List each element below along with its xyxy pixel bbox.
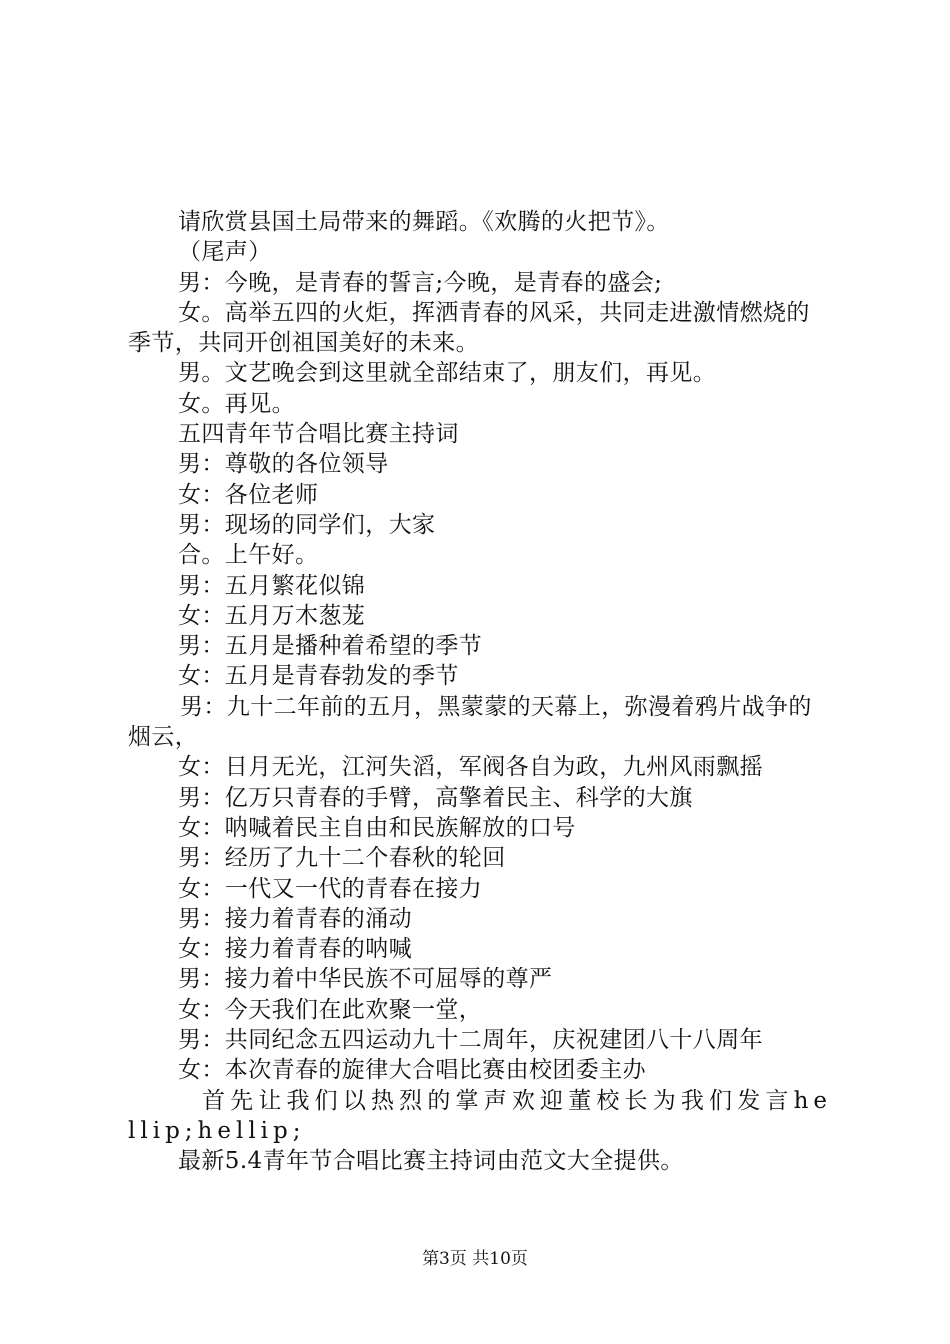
paragraph: 男：接力着青春的涌动 bbox=[178, 905, 412, 932]
paragraph: 女。再见。 bbox=[178, 390, 295, 417]
paragraph: 男：接力着中华民族不可屈辱的尊严 bbox=[178, 966, 553, 993]
paragraph: 女：五月是青春勃发的季节 bbox=[178, 663, 459, 690]
paragraph: 女：五月万木葱茏 bbox=[178, 602, 366, 629]
paragraph: 女。高举五四的火炬，挥洒青春的风采，共同走进激情燃烧的季节，共同开创祖国美好的未来。 bbox=[128, 299, 810, 357]
paragraph: 最新5.4青年节合唱比赛主持词由范文大全提供。 bbox=[178, 1148, 684, 1175]
paragraph: 女：呐喊着民主自由和民族解放的口号 bbox=[178, 814, 576, 841]
paragraph: 男：九十二年前的五月，黑蒙蒙的天幕上，弥漫着鸦片战争的烟云， bbox=[128, 693, 812, 751]
paragraph: （尾声） bbox=[178, 239, 272, 266]
paragraph: 男：现场的同学们，大家 bbox=[178, 511, 436, 538]
paragraph: 男。文艺晚会到这里就全部结束了，朋友们，再见。 bbox=[178, 360, 717, 387]
paragraph: 合。上午好。 bbox=[178, 542, 319, 569]
paragraph: 女：本次青春的旋律大合唱比赛由校团委主办 bbox=[178, 1057, 646, 1084]
paragraph: 女：一代又一代的青春在接力 bbox=[178, 875, 483, 902]
paragraph: 男：共同纪念五四运动九十二周年，庆祝建团八十八周年 bbox=[178, 1027, 763, 1054]
paragraph: 请欣赏县国土局带来的舞蹈。《欢腾的火把节》。 bbox=[178, 209, 670, 235]
paragraph: 女：各位老师 bbox=[178, 481, 319, 508]
section-title: 五四青年节合唱比赛主持词 bbox=[178, 421, 459, 448]
paragraph: 女：日月无光，江河失滔，军阀各自为政，九州风雨飘摇 bbox=[178, 754, 763, 781]
paragraph: 男：五月繁花似锦 bbox=[178, 572, 366, 599]
paragraph: 男：亿万只青春的手臂，高擎着民主、科学的大旗 bbox=[178, 784, 693, 811]
paragraph: 女：接力着青春的呐喊 bbox=[178, 936, 412, 963]
paragraph: 男：尊敬的各位领导 bbox=[178, 451, 389, 478]
paragraph: 首先让我们以热烈的掌声欢迎董校长为我们发言hellip;hellip; bbox=[128, 1087, 832, 1144]
paragraph: 男：今晚，是青春的誓言;今晚，是青春的盛会; bbox=[178, 269, 663, 296]
page-number: 第3页 共10页 bbox=[422, 1249, 528, 1269]
document-body bbox=[128, 207, 832, 1177]
paragraph: 男：经历了九十二个春秋的轮回 bbox=[178, 845, 506, 872]
paragraph: 男：五月是播种着希望的季节 bbox=[178, 633, 483, 660]
paragraph: 女：今天我们在此欢聚一堂， bbox=[178, 996, 483, 1023]
